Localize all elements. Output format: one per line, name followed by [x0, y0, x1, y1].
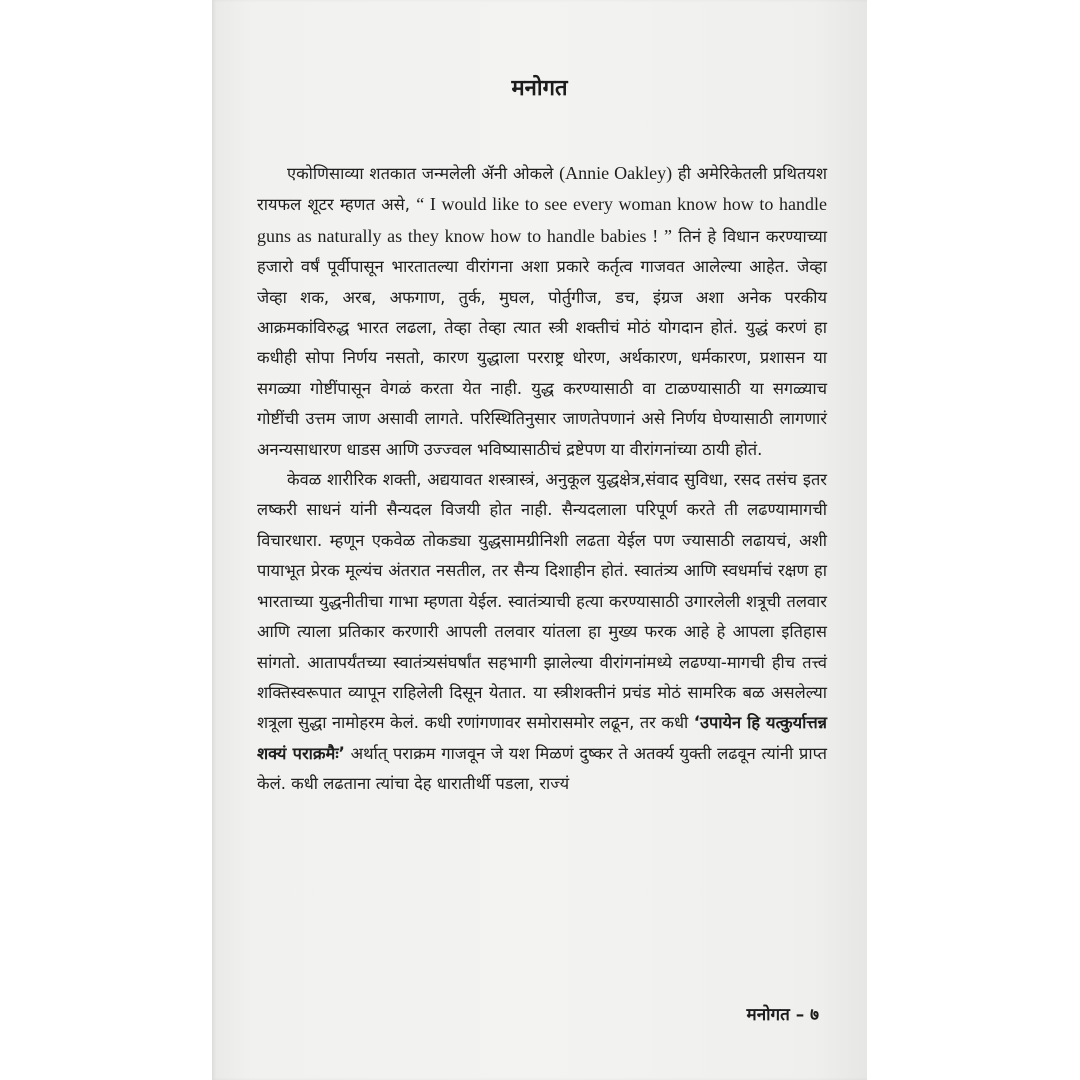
paragraph-1-text-e: तिनं हे विधान करण्याच्या हजारो वर्षं पूर्वीपासून भारतातल्या वीरांगना अशा प्रकारे कर्तृत्व गाजवत आलेल्या आहेत. जेव्हा जेव्हा शक, अरब, अफगाण, तुर्क, मुघल, पोर्तुगीज, डच, इंग्रज अशा अनेक परकीय आक्रमकांविरुद्ध भारत लढला, तेव्हा तेव्हा त्यात स्त्री शक्तीचं मोठं योगदान होतं. युद्धं करणं हा कधीही सोपा निर्णय नसतो, कारण युद्धाला परराष्ट्र धोरण, अर्थकारण, धर्मकारण, प्रशासन या सगळ्या गोष्टींपासून वेगळं करता येत नाही. युद्ध करण्यासाठी वा टाळण्यासाठी या सगळ्याच गोष्टींची उत्तम जाण असावी लागते. परिस्थितिनुसार जाणतेपणानं असे निर्णय घेण्यासाठी लागणारं अनन्यसाधारण धाडस आणि उज्ज्वल भविष्यासाठीचं द्रष्टेपण या वीरांगनांच्या ठायी होतं.	[257, 226, 827, 459]
paragraph-2	[257, 465, 827, 799]
english-quote: “ I would like to see every woman know how to handle guns as naturally as they know how to handle babies ! ”	[257, 194, 827, 246]
paragraph-2-text-a: केवळ शारीरिक शक्ती, अद्ययावत शस्त्रास्त्रं, अनुकूल युद्धक्षेत्र,संवाद सुविधा, रसद तसंच इतर लष्करी साधनं यांनी सैन्यदल विजयी होत नाही. सैन्यदलाला परिपूर्ण करते ती लढण्यामागची विचारधारा. म्हणून एकवेळ तोकड्या युद्धसामग्रीनिशी लढता येईल पण ज्यासाठी लढायचं, अशी पायाभूत प्रेरक मूल्यंच अंतरात नसतील, तर सैन्य दिशाहीन होतं. स्वातंत्र्य आणि स्वधर्माचं रक्षण हा भारताच्या युद्धनीतीचा गाभा म्हणता येईल. स्वातंत्र्याची हत्या करण्यासाठी उगारलेली शत्रूची तलवार आणि त्याला प्रतिकार करणारी आपली तलवार यांतला हा मुख्य फरक आहे हे आपला इतिहास सांगतो. आतापर्यंतच्या स्वातंत्र्यसंघर्षांत सहभागी झालेल्या वीरांगनांमध्ये लढण्या-मागची हीच तत्त्वं शक्तिस्वरूपात व्यापून राहिलेली दिसून येतात. या स्त्रीशक्तीनं प्रचंड मोठं सामरिक बळ असलेल्या शत्रूला सुद्धा नामोहरम केलं. कधी रणांगणावर समोरासमोर लढून, तर कधी	[257, 470, 827, 733]
paragraph-1	[257, 158, 827, 465]
book-page	[212, 0, 867, 1080]
paragraph-1-text-c: ही अमेरिकेतली प्रथितयश रायफल शूटर म्हणत असे,	[257, 164, 827, 215]
page-title: मनोगत	[511, 76, 568, 101]
page-footer: मनोगत – ७	[746, 1005, 819, 1025]
paragraph-2-text-c: अर्थात् पराक्रम गाजवून जे यश मिळणं दुष्कर ते अतर्क्य युक्ती लढवून त्यांनी प्राप्त केलं. कधी लढताना त्यांचा देह धारातीर्थी पडला, राज्यं	[257, 743, 828, 794]
english-name: (Annie Oakley)	[559, 163, 673, 183]
sanskrit-quote: ‘उपायेन हि यत्कुर्यात्तन्न शक्यं पराक्रमैः’	[257, 713, 827, 763]
body-text	[257, 158, 827, 800]
paragraph-1-text-a: एकोणिसाव्या शतकात जन्मलेली ॲनी ओकले	[287, 164, 560, 183]
